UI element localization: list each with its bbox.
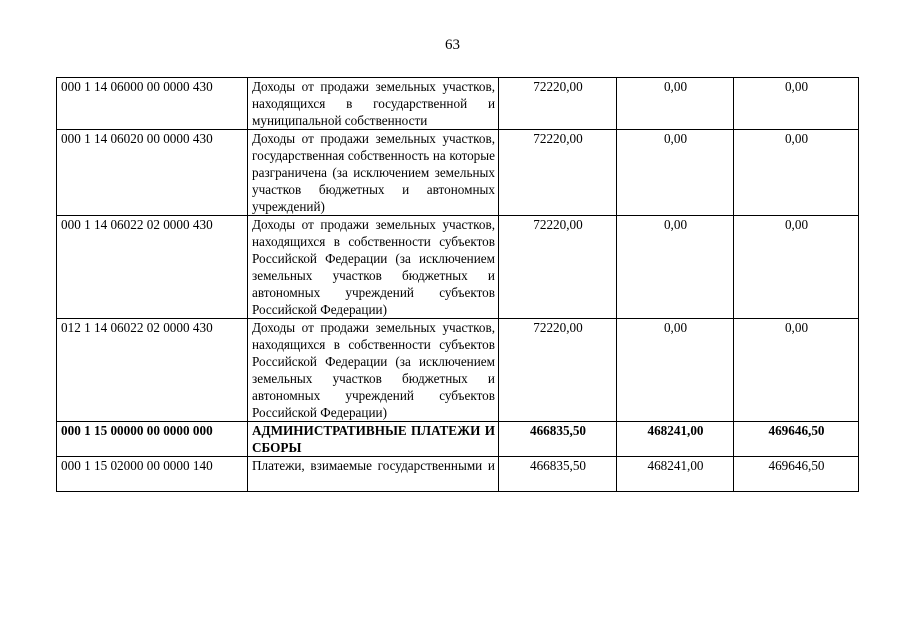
revenue-name-cell: АДМИНИСТРАТИВНЫЕ ПЛАТЕЖИ И СБОРЫ [248,422,499,457]
budget-code-cell: 000 1 15 02000 00 0000 140 [57,457,248,492]
amount-year2-cell: 468241,00 [617,457,734,492]
revenue-name-cell: Доходы от продажи земельных участков, находящихся в собственности субъектов Российской Федерации (за исключением земельных участков бюджетных и автономных учреждений субъектов Российской Федерации) [248,319,499,422]
revenue-name-cell: Доходы от продажи земельных участков, находящихся в собственности субъектов Российской Федерации (за исключением земельных участков бюджетных и автономных учреждений субъектов Российской Федерации) [248,216,499,319]
budget-code-cell: 000 1 15 00000 00 0000 000 [57,422,248,457]
budget-code-cell: 000 1 14 06000 00 0000 430 [57,78,248,130]
amount-year3-cell: 469646,50 [734,457,859,492]
table-row [57,216,859,319]
amount-year1-cell: 72220,00 [499,319,617,422]
amount-year1-cell: 72220,00 [499,216,617,319]
amount-year3-cell: 0,00 [734,78,859,130]
revenue-name-cell: Доходы от продажи земельных участков, находящихся в государственной и муниципальной собственности [248,78,499,130]
amount-year1-cell: 72220,00 [499,130,617,216]
table-row [57,78,859,130]
budget-code-cell: 000 1 14 06022 02 0000 430 [57,216,248,319]
table-row [57,130,859,216]
revenue-name-cell: Доходы от продажи земельных участков, государственная собственность на которые разграничена (за исключением земельных участков бюджетных и автономных учреждений) [248,130,499,216]
revenue-name-cell: Платежи, взимаемые государственными и [248,457,499,492]
amount-year1-cell: 72220,00 [499,78,617,130]
amount-year3-cell: 469646,50 [734,422,859,457]
amount-year2-cell: 0,00 [617,319,734,422]
amount-year1-cell: 466835,50 [499,457,617,492]
amount-year3-cell: 0,00 [734,216,859,319]
amount-year2-cell: 0,00 [617,78,734,130]
budget-code-cell: 012 1 14 06022 02 0000 430 [57,319,248,422]
page-number: 63 [445,37,460,53]
budget-code-cell: 000 1 14 06020 00 0000 430 [57,130,248,216]
table-row [57,457,859,492]
amount-year2-cell: 0,00 [617,216,734,319]
amount-year3-cell: 0,00 [734,130,859,216]
amount-year3-cell: 0,00 [734,319,859,422]
amount-year1-cell: 466835,50 [499,422,617,457]
amount-year2-cell: 0,00 [617,130,734,216]
table-row-section-total [57,422,859,457]
amount-year2-cell: 468241,00 [617,422,734,457]
table-row [57,319,859,422]
revenue-table [56,77,859,492]
